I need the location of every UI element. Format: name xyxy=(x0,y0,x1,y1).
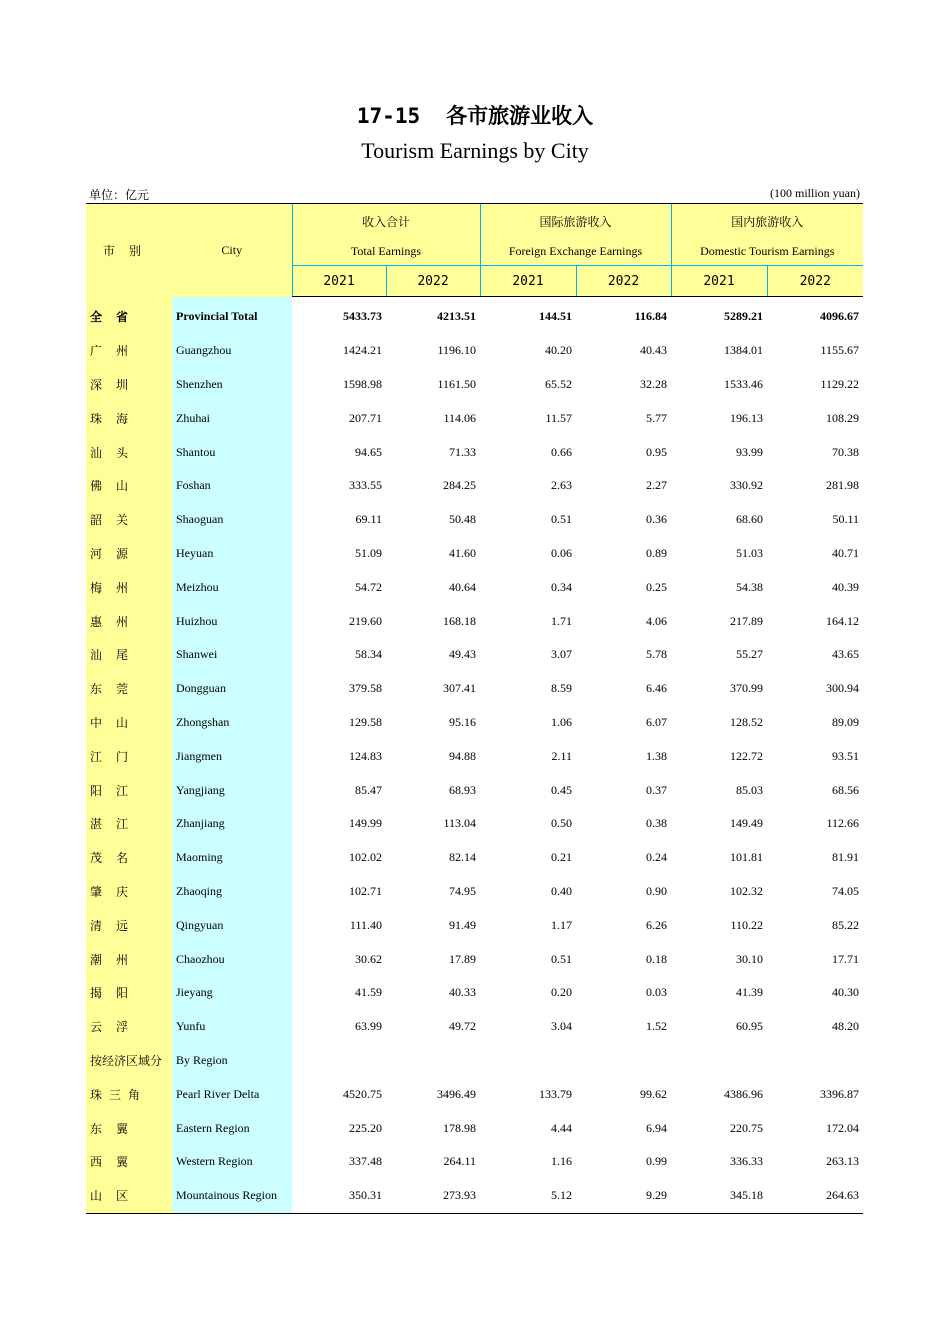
value-cell: 54.38 xyxy=(736,579,764,594)
value-cell: 6.94 xyxy=(646,1120,668,1135)
value-cell: 1155.67 xyxy=(820,343,860,358)
city-name-cn: 阳江 xyxy=(86,773,172,807)
value-cell: 4520.75 xyxy=(343,1086,382,1101)
header-group-foreign xyxy=(480,204,671,266)
city-name-cn: 中山 xyxy=(86,706,172,740)
city-name-cn: 珠三角 xyxy=(86,1077,172,1111)
city-name-cn: 潮州 xyxy=(86,942,172,976)
tourism-earnings-table xyxy=(86,203,863,1214)
value-cell: 0.51 xyxy=(551,951,572,966)
city-name-en: Shaoguan xyxy=(172,503,292,537)
city-name-en: Chaozhou xyxy=(172,942,292,976)
city-name-cn: 河源 xyxy=(86,537,172,571)
value-cell: 1.16 xyxy=(551,1154,572,1169)
city-name-cn: 按经济区域分 xyxy=(86,1044,172,1078)
value-cell: 30.10 xyxy=(736,951,764,966)
value-cell: 85.47 xyxy=(355,782,382,797)
value-cell: 178.98 xyxy=(443,1120,476,1135)
header-group-total xyxy=(292,204,480,266)
value-cell: 0.25 xyxy=(646,579,668,594)
table-row xyxy=(86,807,863,841)
table-row xyxy=(86,841,863,875)
city-name-en: Western Region xyxy=(172,1145,292,1179)
city-name-en: Mountainous Region xyxy=(172,1179,292,1213)
value-cell: 3496.49 xyxy=(437,1086,476,1101)
value-cell: 51.03 xyxy=(736,545,764,560)
value-cell: 2.11 xyxy=(551,748,572,763)
table-row xyxy=(86,435,863,469)
value-cell: 51.09 xyxy=(355,545,382,560)
city-name-en: Shantou xyxy=(172,435,292,469)
value-cell: 0.40 xyxy=(551,883,572,898)
value-cell: 49.72 xyxy=(449,1019,476,1034)
table-row xyxy=(86,875,863,909)
value-cell: 102.32 xyxy=(730,883,764,898)
city-name-en: Zhongshan xyxy=(172,706,292,740)
value-cell: 1533.46 xyxy=(724,376,764,391)
value-cell: 85.22 xyxy=(832,917,860,932)
header-year: 2021 xyxy=(292,266,386,297)
value-cell: 5289.21 xyxy=(724,309,764,324)
city-name-en: Maoming xyxy=(172,841,292,875)
value-cell: 4386.96 xyxy=(724,1086,764,1101)
city-name-en: Shanwei xyxy=(172,638,292,672)
value-cell: 49.43 xyxy=(449,647,476,662)
value-cell: 6.46 xyxy=(646,681,668,696)
city-name-en: Pearl River Delta xyxy=(172,1077,292,1111)
unit-label-en: (100 million yuan) xyxy=(770,186,860,200)
city-name-cn: 茂名 xyxy=(86,841,172,875)
value-cell: 50.48 xyxy=(449,512,476,527)
city-name-cn: 惠州 xyxy=(86,604,172,638)
city-name-cn: 东莞 xyxy=(86,672,172,706)
value-cell: 108.29 xyxy=(826,410,860,425)
title-cn-text: 各市旅游业收入 xyxy=(446,104,594,128)
city-name-en: Guangzhou xyxy=(172,334,292,368)
table-row xyxy=(86,570,863,604)
city-name-en: Meizhou xyxy=(172,570,292,604)
value-cell xyxy=(767,1044,863,1078)
value-cell: 60.95 xyxy=(736,1019,764,1034)
city-name-cn: 汕尾 xyxy=(86,638,172,672)
value-cell: 40.43 xyxy=(640,343,668,358)
value-cell: 93.99 xyxy=(736,444,764,459)
value-cell: 225.20 xyxy=(349,1120,382,1135)
value-cell: 0.18 xyxy=(646,951,668,966)
value-cell: 40.39 xyxy=(832,579,860,594)
value-cell: 264.11 xyxy=(443,1154,476,1169)
city-name-en: Yangjiang xyxy=(172,773,292,807)
value-cell: 0.89 xyxy=(646,545,668,560)
value-cell: 124.83 xyxy=(349,748,382,763)
city-name-en: Foshan xyxy=(172,469,292,503)
value-cell: 1424.21 xyxy=(343,343,382,358)
table-number: 17-15 xyxy=(356,104,421,128)
value-cell: 2.63 xyxy=(551,478,572,493)
city-name-en: Jieyang xyxy=(172,976,292,1010)
value-cell: 5.77 xyxy=(646,410,668,425)
table-row xyxy=(86,976,863,1010)
value-cell: 263.13 xyxy=(826,1154,860,1169)
value-cell: 89.09 xyxy=(832,714,860,729)
page-title-cn xyxy=(0,100,950,130)
value-cell: 74.95 xyxy=(449,883,476,898)
value-cell: 17.89 xyxy=(449,951,476,966)
table-row xyxy=(86,368,863,402)
value-cell: 281.98 xyxy=(826,478,860,493)
table-body xyxy=(86,297,863,1214)
city-name-en: Huizhou xyxy=(172,604,292,638)
table-row xyxy=(86,1145,863,1179)
value-cell: 4096.67 xyxy=(820,309,860,324)
value-cell: 220.75 xyxy=(730,1120,764,1135)
table-row xyxy=(86,739,863,773)
value-cell: 40.20 xyxy=(545,343,572,358)
group-label-en: Total Earnings xyxy=(350,244,422,258)
value-cell: 0.38 xyxy=(646,816,668,831)
value-cell: 85.03 xyxy=(736,782,764,797)
value-cell: 0.51 xyxy=(551,512,572,527)
value-cell: 128.52 xyxy=(730,714,764,729)
city-name-cn: 珠海 xyxy=(86,401,172,435)
value-cell: 0.06 xyxy=(551,545,572,560)
value-cell: 110.22 xyxy=(730,917,764,932)
value-cell xyxy=(480,1044,576,1078)
value-cell: 40.71 xyxy=(832,545,860,560)
value-cell xyxy=(292,1044,386,1078)
value-cell xyxy=(576,1044,671,1078)
value-cell: 40.33 xyxy=(449,985,476,1000)
value-cell: 58.34 xyxy=(355,647,382,662)
value-cell: 99.62 xyxy=(640,1086,668,1101)
value-cell: 273.93 xyxy=(386,1179,480,1213)
value-cell: 41.39 xyxy=(736,985,764,1000)
value-cell: 1161.50 xyxy=(437,376,476,391)
value-cell: 172.04 xyxy=(826,1120,860,1135)
city-name-en: Shenzhen xyxy=(172,368,292,402)
value-cell: 41.59 xyxy=(355,985,382,1000)
value-cell: 5.78 xyxy=(646,647,668,662)
city-name-cn: 韶关 xyxy=(86,503,172,537)
value-cell: 32.28 xyxy=(640,376,668,391)
value-cell: 91.49 xyxy=(449,917,476,932)
value-cell: 149.99 xyxy=(349,816,382,831)
table-row xyxy=(86,1044,863,1078)
table-row xyxy=(86,706,863,740)
city-name-cn: 佛山 xyxy=(86,469,172,503)
table-row xyxy=(86,469,863,503)
city-name-cn: 汕头 xyxy=(86,435,172,469)
value-cell: 113.04 xyxy=(443,816,476,831)
value-cell: 48.20 xyxy=(832,1019,860,1034)
value-cell: 207.71 xyxy=(349,410,382,425)
header-city-en: City xyxy=(172,204,292,297)
value-cell: 71.33 xyxy=(449,444,476,459)
group-label-en: Domestic Tourism Earnings xyxy=(700,244,835,258)
table-row xyxy=(86,537,863,571)
header-year: 2021 xyxy=(671,266,767,297)
value-cell: 133.79 xyxy=(539,1086,572,1101)
value-cell: 336.33 xyxy=(730,1154,764,1169)
value-cell: 41.60 xyxy=(449,545,476,560)
value-cell: 81.91 xyxy=(832,850,860,865)
value-cell: 164.12 xyxy=(826,613,860,628)
value-cell: 55.27 xyxy=(736,647,764,662)
city-name-en: Zhuhai xyxy=(172,401,292,435)
value-cell: 379.58 xyxy=(349,681,382,696)
table-row xyxy=(86,334,863,368)
table-row xyxy=(86,672,863,706)
value-cell: 264.63 xyxy=(767,1179,863,1213)
header-group-domestic xyxy=(671,204,863,266)
group-label-cn: 国际旅游收入 xyxy=(539,215,612,229)
city-name-en: Yunfu xyxy=(172,1010,292,1044)
table-row xyxy=(86,638,863,672)
city-name-cn: 肇庆 xyxy=(86,875,172,909)
value-cell: 1196.10 xyxy=(437,343,476,358)
value-cell: 69.11 xyxy=(355,512,382,527)
value-cell: 65.52 xyxy=(545,376,572,391)
value-cell: 0.36 xyxy=(646,512,668,527)
value-cell: 0.95 xyxy=(646,444,668,459)
table-row xyxy=(86,942,863,976)
city-name-en: Dongguan xyxy=(172,672,292,706)
value-cell: 6.26 xyxy=(646,917,668,932)
value-cell: 0.99 xyxy=(646,1154,668,1169)
value-cell: 70.38 xyxy=(832,444,860,459)
value-cell: 345.18 xyxy=(671,1179,767,1213)
header-year: 2022 xyxy=(767,266,863,297)
table-row xyxy=(86,1179,863,1213)
value-cell: 102.71 xyxy=(349,883,382,898)
city-name-cn: 江门 xyxy=(86,739,172,773)
table-row xyxy=(86,1077,863,1111)
value-cell: 4213.51 xyxy=(437,309,476,324)
city-name-cn: 广州 xyxy=(86,334,172,368)
header-year: 2021 xyxy=(480,266,576,297)
city-name-cn: 揭阳 xyxy=(86,976,172,1010)
value-cell: 93.51 xyxy=(832,748,860,763)
value-cell: 17.71 xyxy=(832,951,860,966)
city-name-cn: 东翼 xyxy=(86,1111,172,1145)
city-name-cn: 云浮 xyxy=(86,1010,172,1044)
value-cell: 1.06 xyxy=(551,714,572,729)
value-cell: 350.31 xyxy=(292,1179,386,1213)
table-row xyxy=(86,908,863,942)
value-cell: 3396.87 xyxy=(820,1086,860,1101)
city-name-cn: 梅州 xyxy=(86,570,172,604)
value-cell: 111.40 xyxy=(349,917,382,932)
city-name-en: Qingyuan xyxy=(172,908,292,942)
value-cell: 116.84 xyxy=(634,309,668,324)
table-row xyxy=(86,503,863,537)
value-cell: 0.45 xyxy=(551,782,572,797)
value-cell: 5433.73 xyxy=(343,309,382,324)
value-cell: 1129.22 xyxy=(820,376,860,391)
group-label-cn: 收入合计 xyxy=(361,215,410,229)
value-cell: 0.21 xyxy=(551,850,572,865)
value-cell: 95.16 xyxy=(449,714,476,729)
value-cell: 0.50 xyxy=(551,816,572,831)
value-cell: 330.92 xyxy=(730,478,764,493)
value-cell: 9.29 xyxy=(576,1179,671,1213)
table-row xyxy=(86,300,863,334)
value-cell: 0.34 xyxy=(551,579,572,594)
value-cell: 102.02 xyxy=(349,850,382,865)
value-cell: 40.30 xyxy=(832,985,860,1000)
value-cell: 1598.98 xyxy=(343,376,382,391)
value-cell: 217.89 xyxy=(730,613,764,628)
value-cell: 337.48 xyxy=(349,1154,382,1169)
value-cell: 68.60 xyxy=(736,512,764,527)
header-year: 2022 xyxy=(576,266,671,297)
header-year: 2022 xyxy=(386,266,480,297)
value-cell: 114.06 xyxy=(443,410,476,425)
city-name-en: By Region xyxy=(172,1044,292,1078)
value-cell: 4.44 xyxy=(551,1120,572,1135)
value-cell xyxy=(386,1044,480,1078)
value-cell: 94.65 xyxy=(355,444,382,459)
value-cell: 54.72 xyxy=(355,579,382,594)
value-cell: 149.49 xyxy=(730,816,764,831)
value-cell: 68.93 xyxy=(449,782,476,797)
city-name-en: Zhanjiang xyxy=(172,807,292,841)
value-cell: 122.72 xyxy=(730,748,764,763)
value-cell: 74.05 xyxy=(832,883,860,898)
value-cell: 1.17 xyxy=(551,917,572,932)
table-row xyxy=(86,604,863,638)
value-cell: 94.88 xyxy=(449,748,476,763)
city-name-en: Jiangmen xyxy=(172,739,292,773)
value-cell: 101.81 xyxy=(730,850,764,865)
value-cell: 30.62 xyxy=(355,951,382,966)
value-cell: 3.04 xyxy=(551,1019,572,1034)
value-cell: 144.51 xyxy=(539,309,572,324)
value-cell: 50.11 xyxy=(832,512,860,527)
value-cell: 2.27 xyxy=(646,478,668,493)
value-cell: 0.24 xyxy=(646,850,668,865)
group-label-en: Foreign Exchange Earnings xyxy=(508,244,643,258)
table-row xyxy=(86,1010,863,1044)
value-cell: 0.37 xyxy=(646,782,668,797)
value-cell: 63.99 xyxy=(355,1019,382,1034)
value-cell: 68.56 xyxy=(832,782,860,797)
city-name-en: Eastern Region xyxy=(172,1111,292,1145)
city-name-en: Provincial Total xyxy=(172,300,292,334)
value-cell: 0.90 xyxy=(646,883,668,898)
city-name-cn: 清远 xyxy=(86,908,172,942)
city-name-cn: 全省 xyxy=(86,300,172,334)
unit-label-cn: 单位：亿元 xyxy=(89,188,150,202)
value-cell: 307.41 xyxy=(443,681,476,696)
value-cell: 168.18 xyxy=(443,613,476,628)
header-city-cn: 市别 xyxy=(86,204,172,297)
value-cell: 112.66 xyxy=(826,816,860,831)
value-cell: 8.59 xyxy=(551,681,572,696)
value-cell: 6.07 xyxy=(646,714,668,729)
value-cell: 4.06 xyxy=(646,613,668,628)
table-row xyxy=(86,773,863,807)
value-cell: 5.12 xyxy=(480,1179,576,1213)
value-cell: 1.38 xyxy=(646,748,668,763)
value-cell: 3.07 xyxy=(551,647,572,662)
value-cell: 43.65 xyxy=(832,647,860,662)
page-title-en: Tourism Earnings by City xyxy=(361,138,589,163)
city-name-cn: 山区 xyxy=(86,1179,172,1213)
group-label-cn: 国内旅游收入 xyxy=(731,215,804,229)
value-cell xyxy=(671,1044,767,1078)
value-cell: 1384.01 xyxy=(724,343,764,358)
value-cell: 219.60 xyxy=(349,613,382,628)
value-cell: 196.13 xyxy=(730,410,764,425)
value-cell: 11.57 xyxy=(545,410,572,425)
city-name-en: Zhaoqing xyxy=(172,875,292,909)
city-name-cn: 深圳 xyxy=(86,368,172,402)
value-cell: 82.14 xyxy=(449,850,476,865)
table-row xyxy=(86,401,863,435)
city-name-cn: 西翼 xyxy=(86,1145,172,1179)
value-cell: 300.94 xyxy=(826,681,860,696)
value-cell: 0.20 xyxy=(551,985,572,1000)
table-row xyxy=(86,1111,863,1145)
value-cell: 1.71 xyxy=(551,613,572,628)
value-cell: 370.99 xyxy=(730,681,764,696)
city-name-en: Heyuan xyxy=(172,537,292,571)
value-cell: 129.58 xyxy=(349,714,382,729)
value-cell: 1.52 xyxy=(646,1019,668,1034)
city-name-cn: 湛江 xyxy=(86,807,172,841)
value-cell: 333.55 xyxy=(349,478,382,493)
value-cell: 0.03 xyxy=(646,985,668,1000)
value-cell: 284.25 xyxy=(443,478,476,493)
value-cell: 0.66 xyxy=(551,444,572,459)
value-cell: 40.64 xyxy=(449,579,476,594)
